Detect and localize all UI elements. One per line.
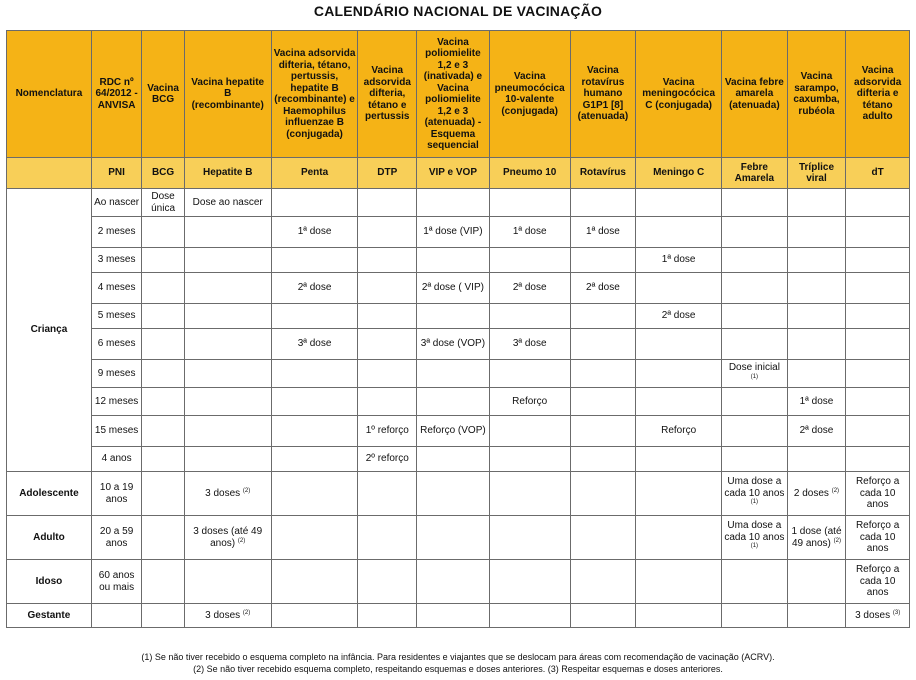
- dose-cell: [570, 360, 636, 388]
- dose-cell: [570, 472, 636, 516]
- dose-cell: [184, 516, 271, 560]
- vaccine-code-header: Rotavírus: [570, 158, 636, 189]
- table-row: [7, 604, 910, 628]
- vaccine-code-header: Penta: [271, 158, 358, 189]
- dose-cell: [417, 388, 490, 416]
- table-row: [7, 360, 910, 388]
- dose-text: 1ª dose: [661, 254, 696, 266]
- page-title: CALENDÁRIO NACIONAL DE VACINAÇÃO: [313, 3, 603, 19]
- dose-text: 1 dose (até 49 anos): [791, 526, 842, 549]
- dose-cell: [636, 516, 722, 560]
- dose-cell: [846, 472, 910, 516]
- age-cell: [91, 604, 142, 628]
- dose-cell: [142, 472, 184, 516]
- dose-cell: [142, 304, 184, 329]
- dose-cell: [271, 516, 358, 560]
- dose-cell: [142, 516, 184, 560]
- group-label: Adulto: [7, 516, 92, 560]
- dose-cell: [570, 447, 636, 472]
- dose-cell: [358, 248, 417, 273]
- dose-text: 3ª dose (VOP): [420, 338, 486, 350]
- vaccine-code-row: [7, 158, 910, 189]
- dose-cell: [184, 388, 271, 416]
- dose-cell: [722, 248, 788, 273]
- dose-cell: [489, 447, 570, 472]
- dose-cell: [636, 273, 722, 304]
- footnote-ref: (2): [242, 487, 251, 494]
- dose-cell: [846, 329, 910, 360]
- vaccine-name-header: Vacina meningocócica C (conjugada): [636, 31, 722, 158]
- dose-cell: [184, 329, 271, 360]
- age-cell: 20 a 59 anos: [91, 516, 142, 560]
- dose-cell: [142, 329, 184, 360]
- dose-cell: [489, 273, 570, 304]
- dose-text: 3ª dose: [297, 338, 332, 350]
- dose-cell: [570, 560, 636, 604]
- dose-cell: [184, 189, 271, 217]
- age-cell: 5 meses: [91, 304, 142, 329]
- group-label: Adolescente: [7, 472, 92, 516]
- footnote-ref: (1): [750, 543, 759, 550]
- dose-cell: [417, 189, 490, 217]
- table-row: [7, 416, 910, 447]
- dose-cell: [358, 447, 417, 472]
- dose-cell: [142, 416, 184, 447]
- dose-text: Reforço: [512, 395, 548, 407]
- dose-cell: [570, 217, 636, 248]
- age-cell: 4 meses: [91, 273, 142, 304]
- dose-cell: [184, 217, 271, 248]
- dose-cell: [417, 273, 490, 304]
- dose-cell: [142, 273, 184, 304]
- dose-cell: [787, 329, 846, 360]
- dose-cell: [271, 416, 358, 447]
- dose-text: Dose ao nascer: [192, 196, 263, 208]
- dose-cell: [358, 604, 417, 628]
- dose-cell: [358, 360, 417, 388]
- table-row: [7, 304, 910, 329]
- dose-cell: [846, 516, 910, 560]
- dose-cell: [489, 189, 570, 217]
- dose-cell: [417, 516, 490, 560]
- vaccine-name-header: Vacina febre amarela (atenuada): [722, 31, 788, 158]
- dose-cell: [271, 388, 358, 416]
- dose-cell: [271, 217, 358, 248]
- dose-text: 2ª dose: [512, 282, 547, 294]
- dose-cell: [358, 416, 417, 447]
- dose-cell: [722, 189, 788, 217]
- dose-cell: [489, 329, 570, 360]
- dose-cell: [722, 560, 788, 604]
- vaccine-name-header: Vacina hepatite B (recombinante): [184, 31, 271, 158]
- dose-cell: [722, 447, 788, 472]
- dose-cell: [417, 329, 490, 360]
- table-row: [7, 516, 910, 560]
- vaccine-name-header: Vacina sarampo, caxumba, rubéola: [787, 31, 846, 158]
- dose-cell: [787, 416, 846, 447]
- dose-cell: [358, 388, 417, 416]
- table-row: [7, 388, 910, 416]
- dose-cell: [358, 516, 417, 560]
- dose-cell: [271, 189, 358, 217]
- dose-cell: [271, 447, 358, 472]
- dose-text: Uma dose a cada 10 anos: [724, 520, 785, 543]
- dose-cell: [358, 189, 417, 217]
- vaccine-name-header: Vacina adsorvida difteria e tétano adulto: [846, 31, 910, 158]
- dose-text: Reforço (VOP): [420, 425, 486, 437]
- vaccine-name-row: [7, 31, 910, 158]
- dose-cell: [722, 217, 788, 248]
- dose-cell: [271, 304, 358, 329]
- dose-cell: [489, 248, 570, 273]
- dose-text: 3 doses (até 49 anos): [193, 526, 263, 549]
- dose-cell: [846, 189, 910, 217]
- dose-cell: [846, 416, 910, 447]
- dose-cell: [489, 360, 570, 388]
- footnote-1: (1) Se não tiver recebido o esquema completo na infância. Para residentes e viajantes que se deslocam para áreas com recomendação de vacinação (ACRV).: [141, 652, 775, 662]
- dose-cell: [184, 560, 271, 604]
- dose-cell: [846, 217, 910, 248]
- dose-cell: [787, 189, 846, 217]
- dose-cell: [417, 560, 490, 604]
- dose-cell: [417, 304, 490, 329]
- dose-cell: [271, 604, 358, 628]
- footnote-2: (2) Se não tiver recebido esquema completo, respeitando esquemas e doses anteriores. (3) Respeitar esquemas e doses anteriores.: [193, 664, 723, 674]
- dose-cell: [636, 604, 722, 628]
- age-cell: 10 a 19 anos: [91, 472, 142, 516]
- table-row: [7, 217, 910, 248]
- dose-cell: [417, 604, 490, 628]
- vaccine-name-header: Vacina poliomielite 1,2 e 3 (inativada) e Vacina poliomielite 1,2 e 3 (atenuada) - Esquema sequencial: [417, 31, 490, 158]
- dose-cell: [722, 604, 788, 628]
- dose-cell: [846, 388, 910, 416]
- footnote-ref: (2): [831, 487, 840, 494]
- group-label: Criança: [7, 189, 92, 472]
- dose-cell: [846, 248, 910, 273]
- dose-cell: [358, 329, 417, 360]
- dose-cell: [570, 273, 636, 304]
- dose-text: 1ª dose: [297, 226, 332, 238]
- dose-cell: [722, 304, 788, 329]
- dose-cell: [271, 360, 358, 388]
- dose-cell: [636, 329, 722, 360]
- age-cell: 12 meses: [91, 388, 142, 416]
- dose-text: 1ª dose: [512, 226, 547, 238]
- dose-cell: [417, 360, 490, 388]
- dose-cell: [636, 416, 722, 447]
- dose-cell: [271, 560, 358, 604]
- dose-cell: [489, 516, 570, 560]
- dose-cell: [142, 248, 184, 273]
- table-row: [7, 248, 910, 273]
- footnote-ref: (1): [750, 373, 759, 380]
- dose-cell: [271, 329, 358, 360]
- dose-cell: [636, 360, 722, 388]
- dose-cell: [722, 472, 788, 516]
- dose-cell: [489, 472, 570, 516]
- nomenclatura-blank: [7, 158, 92, 189]
- dose-cell: [787, 248, 846, 273]
- dose-cell: [489, 416, 570, 447]
- age-cell: Ao nascer: [91, 189, 142, 217]
- footnote-ref: (1): [750, 499, 759, 506]
- group-label: Gestante: [7, 604, 92, 628]
- dose-text: 1ª dose (VIP): [423, 226, 483, 238]
- dose-cell: [846, 447, 910, 472]
- dose-text: Reforço a cada 10 anos: [855, 520, 900, 555]
- dose-cell: [184, 360, 271, 388]
- dose-cell: [722, 360, 788, 388]
- age-cell: 4 anos: [91, 447, 142, 472]
- dose-text: 1ª dose: [586, 226, 620, 238]
- dose-cell: [417, 472, 490, 516]
- dose-cell: [142, 360, 184, 388]
- dose-cell: [271, 472, 358, 516]
- dose-text: 2ª dose: [661, 310, 696, 322]
- vaccine-name-header: Vacina pneumocócica 10-valente (conjugada): [489, 31, 570, 158]
- vaccine-code-header: DTP: [358, 158, 417, 189]
- dose-cell: [636, 388, 722, 416]
- dose-text: 2ª dose: [799, 425, 834, 437]
- dose-cell: [489, 217, 570, 248]
- table-row: [7, 189, 910, 217]
- dose-cell: [570, 604, 636, 628]
- dose-text: 3ª dose: [512, 338, 547, 350]
- dose-cell: [184, 472, 271, 516]
- dose-cell: [787, 304, 846, 329]
- dose-cell: [489, 304, 570, 329]
- dose-cell: [636, 189, 722, 217]
- dose-cell: [570, 388, 636, 416]
- dose-text: 2ª dose: [297, 282, 332, 294]
- dose-cell: [358, 273, 417, 304]
- dose-cell: [489, 388, 570, 416]
- table-row: [7, 273, 910, 304]
- dose-cell: [142, 560, 184, 604]
- dose-cell: [184, 416, 271, 447]
- vaccination-table: [6, 30, 910, 628]
- dose-cell: [358, 472, 417, 516]
- rdc-header: RDC nº 64/2012 - ANVISA: [91, 31, 142, 158]
- dose-text: 2ª dose: [586, 282, 620, 294]
- table-row: [7, 329, 910, 360]
- dose-cell: [787, 447, 846, 472]
- dose-cell: [142, 447, 184, 472]
- vaccine-code-header: Tríplice viral: [787, 158, 846, 189]
- dose-cell: [636, 248, 722, 273]
- vaccine-name-header: Vacina adsorvida difteria, tétano, pertussis, hepatite B (recombinante) e Haemophilus influenzae B (conjugada): [271, 31, 358, 158]
- dose-cell: [722, 273, 788, 304]
- vaccine-code-header: VIP e VOP: [417, 158, 490, 189]
- dose-cell: [787, 360, 846, 388]
- dose-cell: [417, 248, 490, 273]
- dose-text: 1º reforço: [365, 425, 409, 437]
- dose-text: Reforço a cada 10 anos: [855, 564, 900, 599]
- dose-cell: [570, 329, 636, 360]
- dose-cell: [846, 360, 910, 388]
- dose-cell: [570, 516, 636, 560]
- dose-cell: [184, 604, 271, 628]
- vaccine-code-header: BCG: [142, 158, 184, 189]
- dose-text: Dose única: [151, 191, 175, 214]
- dose-cell: [142, 388, 184, 416]
- age-cell: 9 meses: [91, 360, 142, 388]
- dose-cell: [489, 560, 570, 604]
- dose-cell: [489, 604, 570, 628]
- dose-cell: [358, 304, 417, 329]
- dose-text: Reforço: [661, 425, 697, 437]
- dose-cell: [787, 388, 846, 416]
- dose-cell: [722, 416, 788, 447]
- nomenclatura-header: Nomenclatura: [7, 31, 92, 158]
- dose-cell: [846, 604, 910, 628]
- dose-cell: [417, 217, 490, 248]
- age-cell: 2 meses: [91, 217, 142, 248]
- dose-cell: [636, 217, 722, 248]
- age-cell: 15 meses: [91, 416, 142, 447]
- vaccine-code-header: Meningo C: [636, 158, 722, 189]
- dose-cell: [142, 189, 184, 217]
- footnote-ref: (2): [833, 537, 842, 544]
- dose-cell: [570, 304, 636, 329]
- dose-cell: [184, 304, 271, 329]
- table-row: [7, 472, 910, 516]
- age-cell: 60 anos ou mais: [91, 560, 142, 604]
- dose-cell: [787, 217, 846, 248]
- dose-cell: [636, 304, 722, 329]
- dose-cell: [570, 189, 636, 217]
- dose-cell: [271, 248, 358, 273]
- dose-cell: [184, 447, 271, 472]
- dose-cell: [184, 248, 271, 273]
- dose-text: Uma dose a cada 10 anos: [724, 476, 785, 499]
- dose-cell: [787, 516, 846, 560]
- vaccine-name-header: Vacina BCG: [142, 31, 184, 158]
- dose-cell: [417, 416, 490, 447]
- dose-cell: [846, 304, 910, 329]
- dose-text: 3 doses: [855, 609, 891, 621]
- vaccine-name-header: Vacina rotavírus humano G1P1 [8] (atenuada): [570, 31, 636, 158]
- dose-cell: [722, 388, 788, 416]
- dose-cell: [417, 447, 490, 472]
- dose-text: Dose inicial: [728, 362, 780, 373]
- age-cell: 6 meses: [91, 329, 142, 360]
- dose-text: 2ª dose ( VIP): [421, 282, 484, 294]
- dose-cell: [636, 560, 722, 604]
- dose-text: 2º reforço: [365, 453, 409, 465]
- schedule-body: [7, 189, 910, 628]
- footnote-ref: (3): [892, 609, 901, 616]
- pni-header: PNI: [91, 158, 142, 189]
- vaccine-code-header: Febre Amarela: [722, 158, 788, 189]
- dose-cell: [184, 273, 271, 304]
- table-row: [7, 560, 910, 604]
- dose-cell: [846, 560, 910, 604]
- dose-text: Reforço a cada 10 anos: [855, 476, 900, 511]
- table-row: [7, 447, 910, 472]
- footnote-ref: (2): [237, 537, 246, 544]
- dose-text: 2 doses: [793, 487, 829, 499]
- dose-cell: [636, 447, 722, 472]
- dose-text: 1ª dose: [799, 395, 834, 407]
- dose-cell: [570, 416, 636, 447]
- age-cell: 3 meses: [91, 248, 142, 273]
- dose-cell: [722, 516, 788, 560]
- vaccine-code-header: Pneumo 10: [489, 158, 570, 189]
- dose-cell: [722, 329, 788, 360]
- dose-cell: [142, 604, 184, 628]
- footnote-ref: (2): [242, 609, 251, 616]
- vaccine-name-header: Vacina adsorvida difteria, tétano e pertussis: [358, 31, 417, 158]
- dose-cell: [636, 472, 722, 516]
- dose-cell: [142, 217, 184, 248]
- vaccine-code-header: dT: [846, 158, 910, 189]
- dose-cell: [358, 217, 417, 248]
- dose-cell: [358, 560, 417, 604]
- dose-cell: [846, 273, 910, 304]
- dose-cell: [787, 273, 846, 304]
- dose-text: 3 doses: [205, 487, 241, 499]
- dose-cell: [787, 472, 846, 516]
- group-label: Idoso: [7, 560, 92, 604]
- dose-cell: [787, 560, 846, 604]
- dose-cell: [787, 604, 846, 628]
- vaccine-code-header: Hepatite B: [184, 158, 271, 189]
- dose-cell: [271, 273, 358, 304]
- dose-text: 3 doses: [205, 609, 241, 621]
- dose-cell: [570, 248, 636, 273]
